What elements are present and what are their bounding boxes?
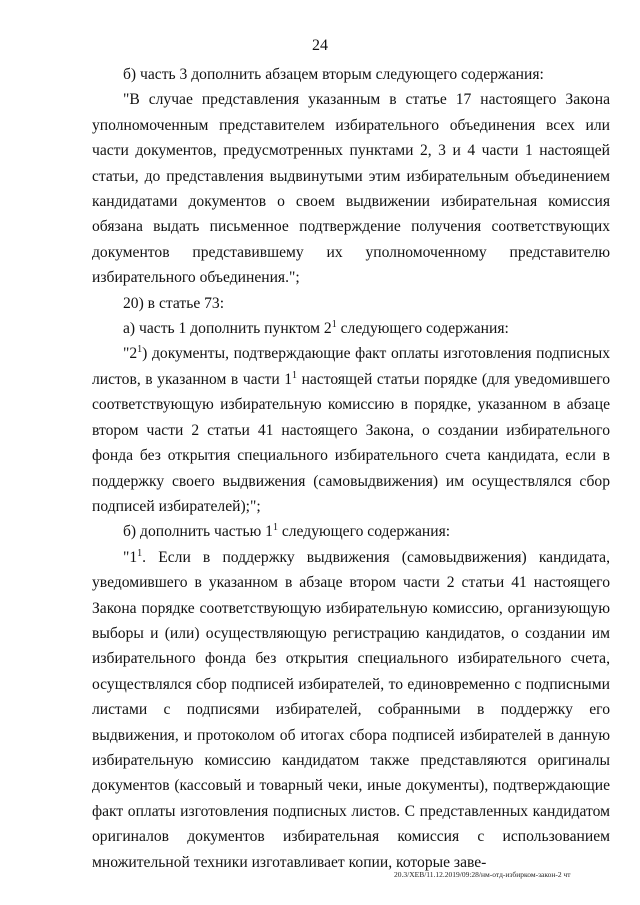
paragraph-part1-1-amendment (92, 519, 610, 544)
text-run: следующего содержания: (336, 320, 509, 338)
text-run: настоящей статьи порядке (для уведомившего соответствующую избирательную комиссию в порядке, указанном в абзаце втором части 2 статьи 41 настоящего Закона, о создании избирательного фонда без открытия специального избирательного счета кандидата, если в поддержку своего выдвижения (самовыдвижения) им осуществлялся сбор подписей избирателей);"; (92, 370, 610, 515)
text-run: следующего содержания: (277, 523, 451, 541)
footer-document-code: 20.3/XEB/11.12.2019/09:28/нм-отд-избирком-закон-2 чт (394, 870, 571, 879)
text-run: "1 (123, 548, 138, 566)
paragraph-part1-amendment (92, 316, 610, 341)
superscript: 1 (331, 319, 337, 331)
page-number: 24 (312, 37, 328, 54)
paragraph-part-1-1-text (92, 545, 610, 875)
paragraph-quoted-provision: "В случае представления указанным в статье 17 настоящего Закона уполномоченным представителем избирательного объединения всех или части документов, предусмотренных пунктами 2, 3 и 4 части 1 настоящей статьи, до представления выдвинутыми этим избирательным объединением кандидатами документов о своем выдвижении избирательная комиссия обязана выдать письменное подтверждение получения соответствующих документов представившему их уполномоченному представителю избирательного объединения."; (92, 91, 610, 287)
paragraph-part3-amendment: б) часть 3 дополнить абзацем вторым следующего содержания: (123, 66, 544, 83)
superscript: 1 (272, 522, 278, 534)
text-run: . Если в поддержку выдвижения (самовыдвижения) кандидата, уведомившего в указанном в абзаце втором части 2 статьи 41 настоящего Закона порядке соответствующую избирательную комиссию, организующую выборы и (или) осуществляющую регистрацию кандидатов, о создании им избирательного фонда без открытия специального избирательного счета, осуществлялся сбор подписей избирателей, то единовременно с подписными листами с подписями избирателей, собранными в поддержку его выдвижения, и протоколом об итогах сбора подписей избирателей в данную избирательную комиссию кандидатом также представляются оригиналы документов (кассовый и товарный чеки, иные документы), подтверждающие факт оплаты изготовления подписных листов. С представленных кандидатом оригиналов документов избирательная комиссия с использованием множительной техники изготавливает копии, которые заве- (92, 548, 610, 871)
paragraph-article-73: 20) в статье 73: (123, 294, 225, 312)
paragraph-item-2-1 (92, 341, 610, 519)
superscript: 1 (137, 547, 143, 559)
text-run: "2 (123, 345, 138, 363)
text-run: б) дополнить частью 1 (123, 523, 273, 541)
superscript: 1 (292, 369, 298, 381)
text-run: а) часть 1 дополнить пунктом 2 (123, 320, 332, 338)
text-run: ) документы, подтверждающие факт оплаты изготовления подписных листов, в указанном в части 1 (92, 345, 610, 388)
document-body (92, 62, 610, 875)
superscript: 1 (137, 344, 143, 356)
